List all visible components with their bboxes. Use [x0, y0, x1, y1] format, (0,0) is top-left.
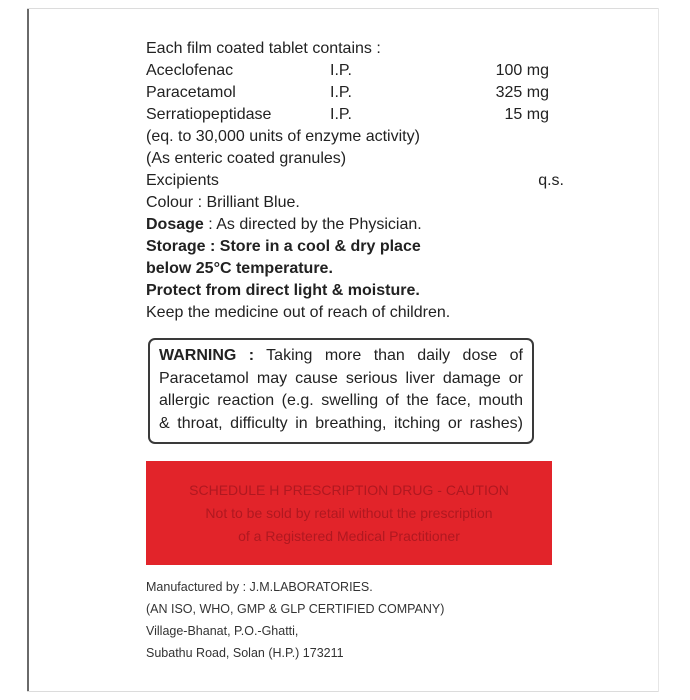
warning-line-4: & throat, difficulty in breathing, itching or rashes) — [159, 414, 523, 432]
storage-line-2: below 25°C temperature. — [146, 260, 333, 277]
excipients-row — [146, 170, 566, 192]
manufacturer-line-3: Village-Bhanat, P.O.-Ghatti, — [146, 624, 299, 638]
manufacturer-line-1: Manufactured by : J.M.LABORATORIES. — [146, 580, 373, 594]
warning-line-2: Paracetamol may cause serious liver damage or — [159, 369, 523, 387]
protect-line: Protect from direct light & moisture. — [146, 282, 420, 299]
dosage-text: : As directed by the Physician. — [203, 216, 422, 233]
manufacturer-line-2: (AN ISO, WHO, GMP & GLP CERTIFIED COMPANY) — [146, 602, 445, 616]
ingredient-quantity: 325 mg — [495, 84, 549, 101]
warning-box — [148, 338, 534, 444]
ingredient-quantity: 100 mg — [495, 62, 549, 79]
granules-note: (As enteric coated granules) — [146, 150, 347, 167]
ingredient-row — [146, 60, 566, 82]
enzyme-note: (eq. to 30,000 units of enzyme activity) — [146, 128, 420, 145]
label-bottom-border — [27, 691, 659, 692]
composition-heading: Each film coated tablet contains : — [146, 40, 381, 57]
ingredient-name: Paracetamol — [146, 84, 236, 101]
warning-line-3: allergic reaction (e.g. swelling of the face, mouth — [159, 392, 523, 409]
keep-away-line: Keep the medicine out of reach of children. — [146, 304, 451, 321]
ingredient-row — [146, 104, 566, 126]
manufacturer-section — [146, 576, 566, 664]
label-left-border — [27, 8, 29, 692]
ingredient-standard: I.P. — [330, 106, 352, 123]
dosage-label: Dosage — [146, 216, 204, 233]
ingredient-standard: I.P. — [330, 84, 352, 101]
schedule-title: SCHEDULE H PRESCRIPTION DRUG - CAUTION — [189, 482, 509, 498]
ingredient-row — [146, 82, 566, 104]
storage-line-1: Storage : Store in a cool & dry place — [146, 238, 421, 255]
warning-title: WARNING : — [159, 347, 255, 364]
schedule-h-box — [146, 461, 552, 565]
ingredient-name: Serratiopeptidase — [146, 106, 272, 123]
warning-line-1 — [159, 345, 523, 368]
label-right-border — [658, 8, 659, 692]
dosage-line — [146, 214, 566, 236]
schedule-line-3: of a Registered Medical Practitioner — [238, 528, 460, 544]
schedule-line-2: Not to be sold by retail without the prescription — [205, 505, 493, 521]
manufacturer-line-4: Subathu Road, Solan (H.P.) 173211 — [146, 646, 344, 660]
ingredient-standard: I.P. — [330, 62, 352, 79]
ingredient-quantity: 15 mg — [504, 106, 549, 123]
colour-line: Colour : Brilliant Blue. — [146, 194, 300, 211]
warning-line-1-text: Taking more than daily dose of — [254, 347, 523, 364]
excipients-quantity: q.s. — [538, 172, 564, 189]
ingredient-name: Aceclofenac — [146, 62, 234, 79]
composition-section — [146, 38, 566, 324]
label-top-border — [27, 8, 659, 9]
excipients-name: Excipients — [146, 172, 219, 189]
